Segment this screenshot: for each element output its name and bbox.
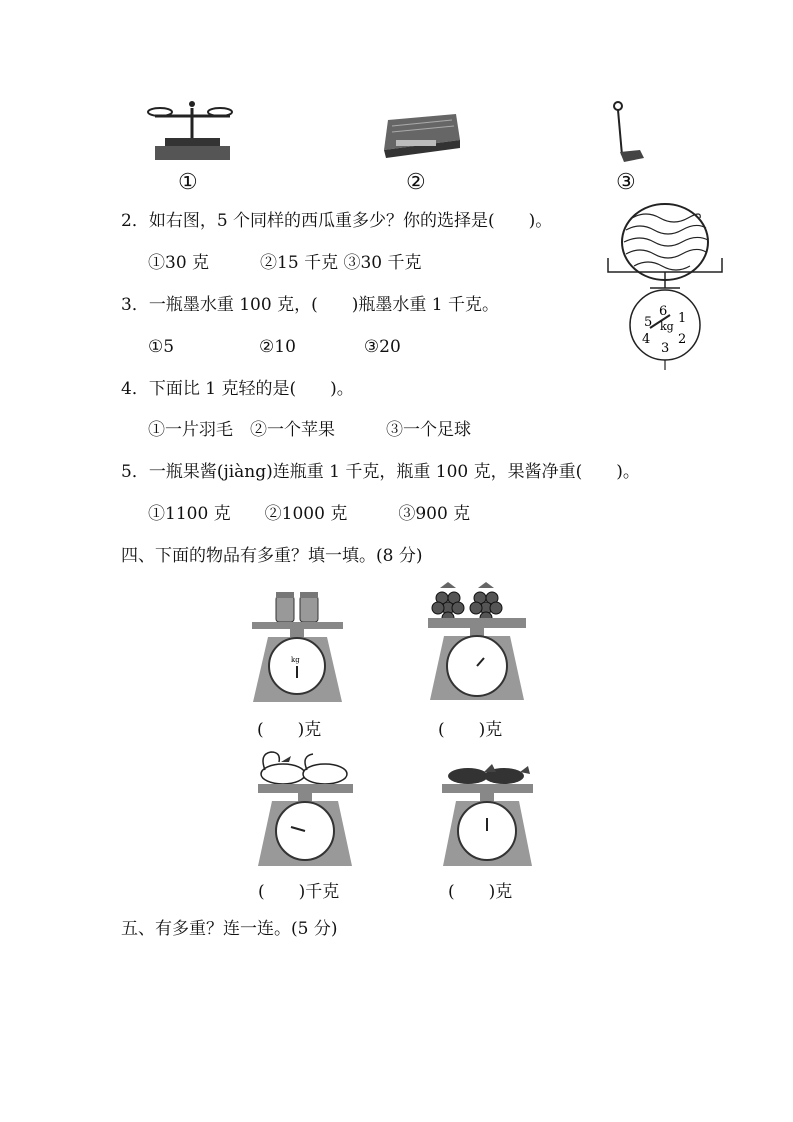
question-2-stem: 2．如右图，5 个同样的西瓜重多少？你的选择是( )。 xyxy=(121,211,553,231)
scale-grapes-image xyxy=(428,578,528,703)
watermelon-dial-labels xyxy=(630,300,700,370)
dial-number: 4 xyxy=(642,332,651,347)
question-3-options: ①5 ②10 ③20 xyxy=(148,337,401,357)
question-3-stem: 3．一瓶墨水重 100 克，( )瓶墨水重 1 千克。 xyxy=(121,295,499,315)
question-5-stem: 5．一瓶果酱(jiàng)连瓶重 1 千克，瓶重 100 克，果酱净重( )。 xyxy=(121,462,640,482)
tool-label-1: ① xyxy=(178,170,198,195)
dial-number: 6 xyxy=(659,304,668,319)
answer-blank-jars[interactable]: ( )克 xyxy=(257,720,322,740)
tool-label-2: ② xyxy=(406,170,426,195)
scale-geese-image xyxy=(255,748,355,868)
tool-label-3: ③ xyxy=(616,170,636,195)
scale-jars-image xyxy=(250,590,345,705)
section-5-title: 五、有多重？连一连。(5 分) xyxy=(121,919,338,939)
question-4-options: ①一片羽毛 ②一个苹果 ③一个足球 xyxy=(148,420,471,440)
answer-blank-geese[interactable]: ( )千克 xyxy=(258,882,340,902)
platform-scale-image xyxy=(610,100,650,165)
question-5-options: ①1100 克 ②1000 克 ③900 克 xyxy=(148,504,471,524)
dial-unit-label: kg xyxy=(291,656,300,664)
question-4-stem: 4．下面比 1 克轻的是( )。 xyxy=(121,379,354,399)
answer-blank-grapes[interactable]: ( )克 xyxy=(438,720,503,740)
dial-number: 3 xyxy=(661,341,670,356)
balance-scale-image xyxy=(140,98,240,168)
dial-number: 1 xyxy=(678,311,687,326)
electronic-scale-image xyxy=(378,110,463,160)
scale-eggplants-image xyxy=(440,760,535,870)
dial-number: 5 xyxy=(644,315,653,330)
question-2-options: ①30 克 ②15 千克 ③30 千克 xyxy=(148,253,422,273)
answer-blank-eggplants[interactable]: ( )克 xyxy=(448,882,513,902)
section-4-title: 四、下面的物品有多重？填一填。(8 分) xyxy=(121,546,423,566)
dial-number: kg xyxy=(660,320,674,333)
dial-number: 2 xyxy=(678,332,687,347)
